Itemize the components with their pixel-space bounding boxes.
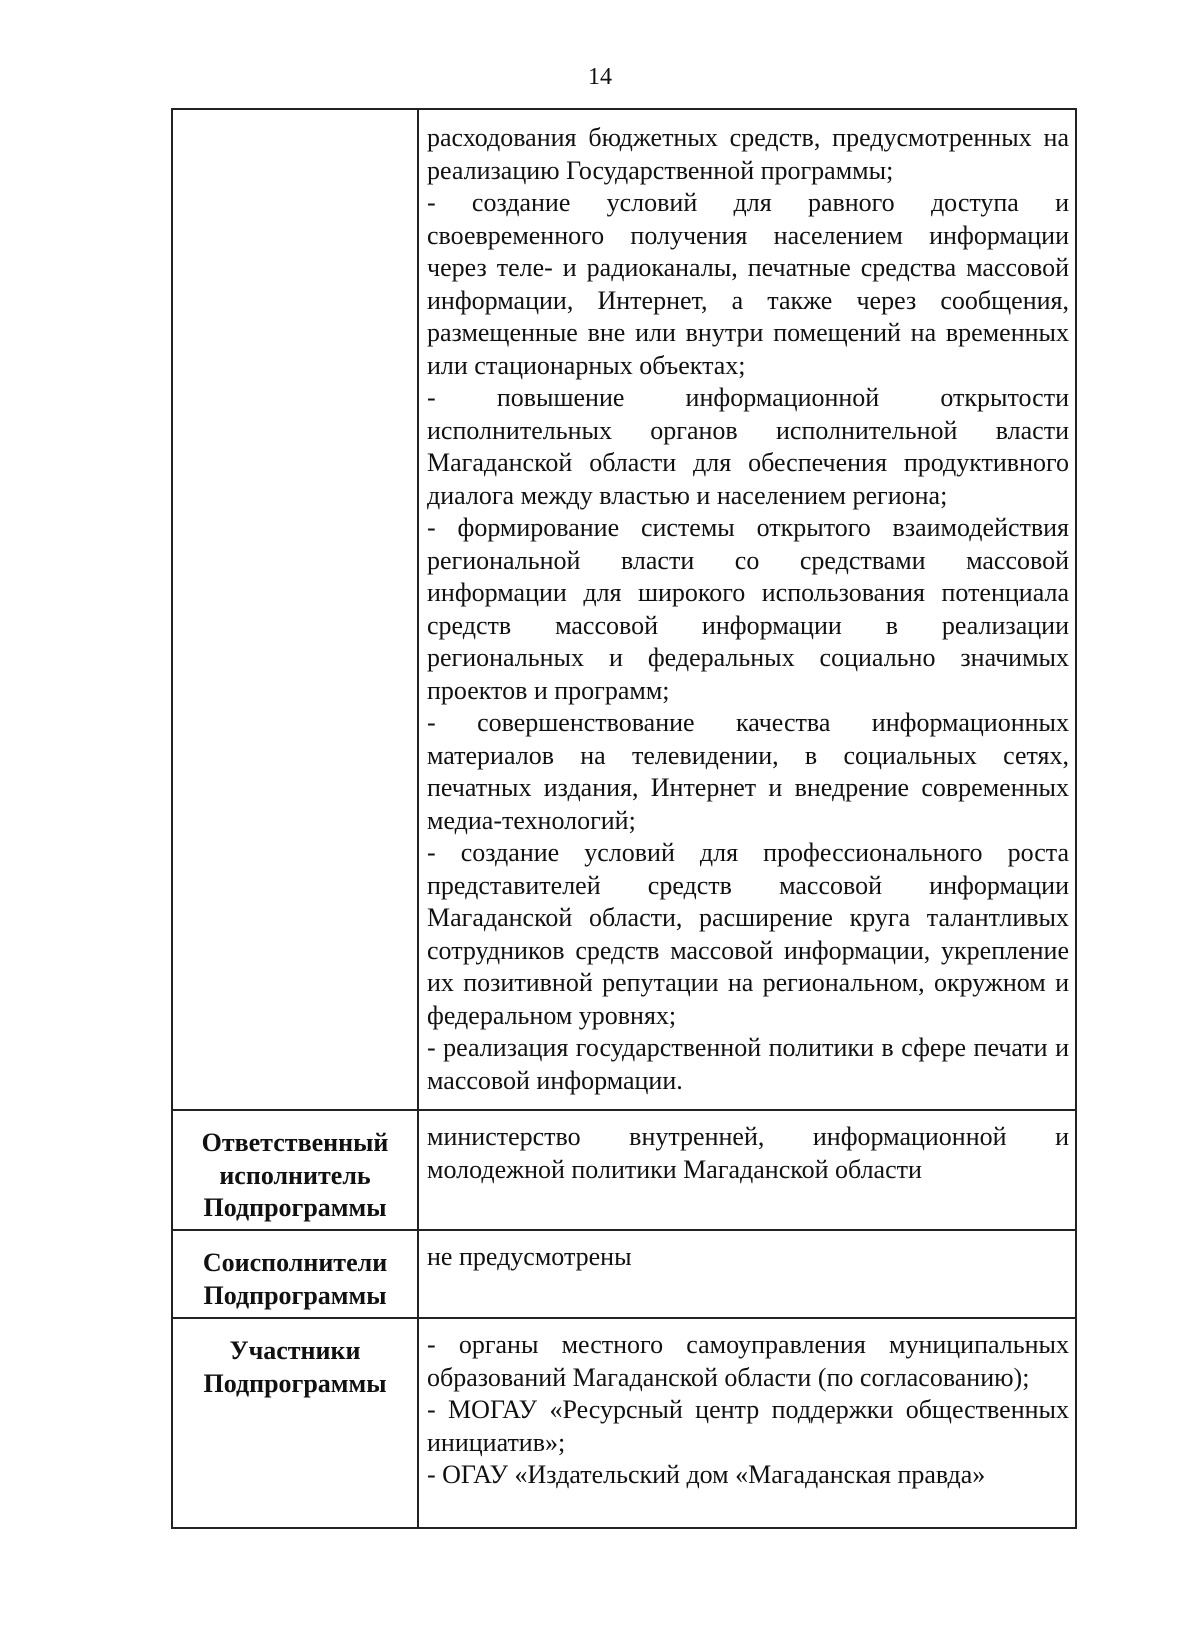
responsible-executor-content [418, 1110, 1076, 1230]
co-executors-text: не предусмотрены [427, 1242, 632, 1271]
goal-item: - создание условий для равного доступа и своевременного получения населением информации через теле- и радиоканалы, печатные средства массовой информации, Интернет, а также через сообщения, размещенные вне или внутри помещений на временных или стационарных объектах; [427, 188, 1069, 380]
label-line: исполнитель [219, 1160, 371, 1190]
goal-item: - реализация государственной политики в сфере печати и массовой информации. [427, 1033, 1069, 1095]
table-row-goals [172, 109, 1076, 1110]
label-line: Подпрограммы [203, 1280, 387, 1310]
goal-item: - повышение информационной открытости исполнительных органов исполнительной власти Магаданской области для обеспечения продуктивного диалога между властью и населением региона; [427, 383, 1069, 510]
page-number: 14 [588, 64, 612, 90]
responsible-executor-label [172, 1110, 418, 1230]
participants-content [418, 1318, 1076, 1528]
participants-label [172, 1318, 418, 1528]
row-label-empty [172, 109, 418, 1110]
table-row-participants [172, 1318, 1076, 1528]
goal-item: расходования бюджетных средств, предусмотренных на реализацию Государственной программы; [427, 123, 1069, 185]
label-line: Соисполнители [202, 1248, 388, 1277]
goal-item: - создание условий для профессионального роста представителей средств массовой информации Магаданской области, расширение круга талантливых сотрудников средств массовой информации, укрепление их позитивной репутации на региональном, окружном и федеральном уровнях; [427, 838, 1069, 1030]
participant-item: - органы местного самоуправления муниципальных образований Магаданской области (по согласованию); [427, 1330, 1069, 1392]
label-line: Подпрограммы [203, 1368, 387, 1398]
subprogram-passport-table [171, 108, 1077, 1529]
participant-item: - ОГАУ «Издательский дом «Магаданская правда» [427, 1460, 986, 1489]
label-line: Ответственный [201, 1128, 389, 1157]
goal-item: - совершенствование качества информационных материалов на телевидении, в социальных сетях, печатных издания, Интернет и внедрение современных медиа-технологий; [427, 708, 1069, 835]
participant-item: - МОГАУ «Ресурсный центр поддержки общественных инициатив»; [427, 1395, 1069, 1457]
co-executors-label [172, 1230, 418, 1318]
label-line: Подпрограммы [203, 1193, 387, 1222]
goals-content [418, 109, 1076, 1110]
label-line: Участники [229, 1336, 361, 1365]
co-executors-content [418, 1230, 1076, 1318]
table-row-co-executors [172, 1230, 1076, 1318]
table-row-responsible-executor [172, 1110, 1076, 1230]
responsible-executor-text: министерство внутренней, информационной и молодежной политики Магаданской области [427, 1122, 1069, 1184]
goal-item: - формирование системы открытого взаимодействия региональной власти со средствами массовой информации для широкого использования потенциала средств массовой информации в реализации региональных и федеральных социально значимых проектов и программ; [427, 513, 1069, 705]
